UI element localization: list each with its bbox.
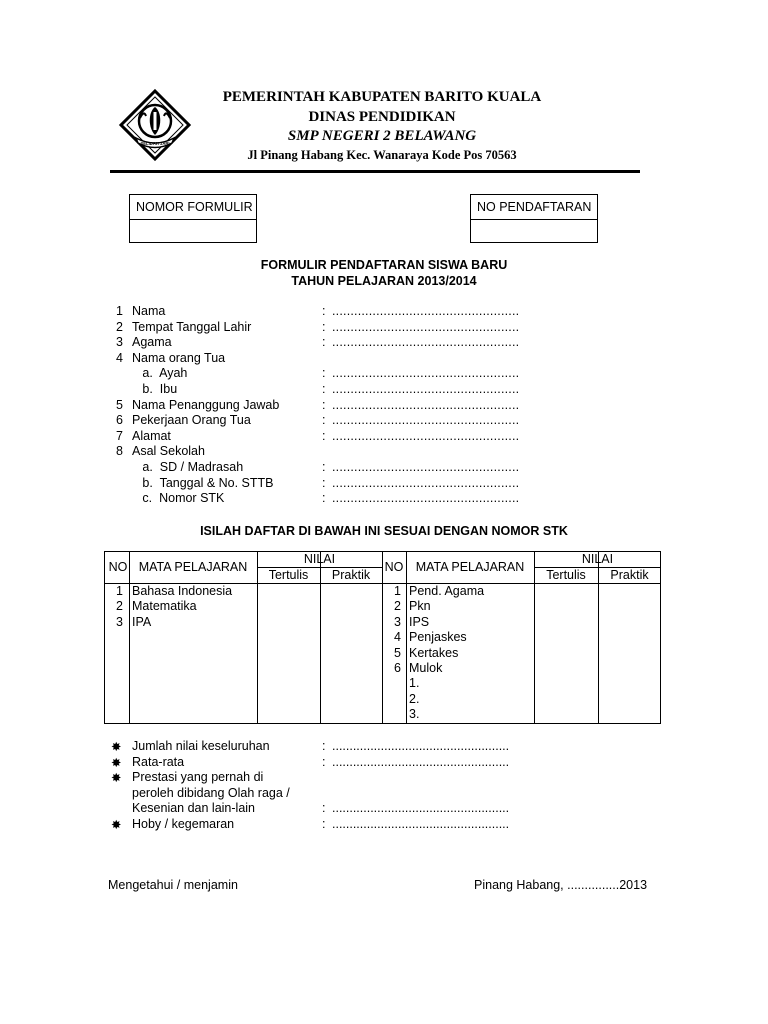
field-row <box>0 398 768 414</box>
grade-row-subject: Penjaskes <box>409 630 467 645</box>
school-emblem-icon <box>118 88 192 162</box>
grades-instruction: ISILAH DAFTAR DI BAWAH INI SESUAI DENGAN NOMOR STK <box>200 524 568 538</box>
field-label: Asal Sekolah <box>132 444 205 459</box>
grades-header-tertulis-left: Tertulis <box>268 568 309 582</box>
grades-header-subject-left: MATA PELAJARAN <box>138 560 248 574</box>
form-title: FORMULIR PENDAFTARAN SISWA BARU <box>260 258 508 272</box>
no-pendaftaran-label: NO PENDAFTARAN <box>471 195 597 220</box>
header-department: DINAS PENDIDIKAN <box>308 109 456 125</box>
field-row <box>0 460 768 476</box>
header-divider <box>110 170 640 173</box>
field-label: Tempat Tanggal Lahir <box>132 319 252 334</box>
summary-colon: : <box>322 754 326 769</box>
field-label: a. SD / Madrasah <box>132 460 244 474</box>
grades-header-praktik-right: Praktik <box>610 568 649 582</box>
field-number: 8 <box>116 444 123 459</box>
summary-entry[interactable]: ................................................... <box>332 754 510 769</box>
summary-label: Jumlah nilai keseluruhan <box>132 739 270 753</box>
field-label: Nama <box>132 304 166 318</box>
no-pendaftaran-field[interactable] <box>471 220 597 242</box>
field-colon: : <box>322 397 326 412</box>
field-row <box>0 320 768 336</box>
summary-row <box>0 770 768 786</box>
grades-header-tertulis-right: Tertulis <box>546 568 586 582</box>
grade-row-number: 6 <box>394 661 401 675</box>
field-row <box>0 476 768 492</box>
field-label: b. Ibu <box>132 382 178 396</box>
grade-row-number: 3 <box>394 614 401 629</box>
field-entry[interactable]: ................................................... <box>332 366 520 381</box>
field-colon: : <box>322 428 326 443</box>
field-row <box>0 444 768 460</box>
grades-header-nilai-left: NILAI <box>303 552 336 566</box>
summary-label: Prestasi yang pernah di <box>132 770 264 785</box>
field-entry[interactable]: ................................................... <box>332 304 520 318</box>
place-date-label: Pinang Habang, ...............2013 <box>474 878 648 892</box>
bullet-icon: ✸ <box>111 771 122 786</box>
field-label: c. Nomor STK <box>132 491 225 506</box>
grade-row-number: 4 <box>394 630 401 645</box>
grade-row-number: 5 <box>394 645 401 660</box>
field-entry[interactable]: ................................................... <box>332 335 520 350</box>
summary-row <box>0 739 768 755</box>
field-entry[interactable]: ................................................... <box>332 460 520 474</box>
summary-entry[interactable]: ................................................... <box>332 801 510 816</box>
field-entry[interactable]: ................................................... <box>332 319 520 334</box>
summary-label: Kesenian dan lain-lain <box>132 801 256 816</box>
summary-row <box>0 786 768 802</box>
summary-colon: : <box>322 817 326 831</box>
summary-entry[interactable]: ................................................... <box>332 739 510 753</box>
field-row <box>0 351 768 367</box>
summary-row <box>0 817 768 833</box>
academic-year: TAHUN PELAJARAN 2013/2014 <box>291 274 477 288</box>
grade-row-subject: 1. <box>409 676 420 691</box>
grade-row-subject: 2. <box>409 691 420 706</box>
field-entry[interactable]: ................................................... <box>332 491 520 506</box>
field-label: b. Tanggal & No. STTB <box>132 475 274 490</box>
grades-header-nilai-right: NILAI <box>581 552 614 566</box>
summary-label: Rata-rata <box>132 754 185 769</box>
nomor-formulir-box <box>129 194 257 243</box>
nomor-formulir-label: NOMOR FORMULIR <box>130 195 256 220</box>
grades-header-no-right: NO <box>384 560 404 574</box>
field-entry[interactable]: ................................................... <box>332 475 520 490</box>
field-colon: : <box>322 319 326 334</box>
grades-header-no-left: NO <box>108 560 128 574</box>
field-row <box>0 304 768 320</box>
nomor-formulir-field[interactable] <box>130 220 256 242</box>
field-label: Nama orang Tua <box>132 350 226 365</box>
grade-row-subject: Pkn <box>409 599 431 614</box>
grades-header-subject-right: MATA PELAJARAN <box>415 560 525 574</box>
field-label: Pekerjaan Orang Tua <box>132 413 251 428</box>
field-colon: : <box>322 491 326 506</box>
field-number: 6 <box>116 413 123 428</box>
grade-row-subject: Bahasa Indonesia <box>132 584 233 598</box>
field-colon: : <box>322 475 326 490</box>
grade-row-subject: Pend. Agama <box>409 584 485 598</box>
field-label: a. Ayah <box>132 366 188 381</box>
no-pendaftaran-box <box>470 194 598 243</box>
acknowledgement-label: Mengetahui / menjamin <box>108 878 238 892</box>
field-row <box>0 335 768 351</box>
field-label: Agama <box>132 335 172 350</box>
header-government: PEMERINTAH KABUPATEN BARITO KUALA <box>222 89 542 105</box>
header-address: Jl Pinang Habang Kec. Wanaraya Kode Pos 70563 <box>247 148 517 162</box>
summary-label: Hoby / kegemaran <box>132 817 235 831</box>
grade-row-number: 2 <box>116 599 123 614</box>
field-number: 7 <box>116 428 123 443</box>
summary-row <box>0 801 768 817</box>
header-school-name: SMP NEGERI 2 BELAWANG <box>287 128 477 144</box>
grades-header-praktik-left: Praktik <box>331 568 371 582</box>
field-entry[interactable]: ................................................... <box>332 397 520 412</box>
field-number: 5 <box>116 397 123 412</box>
grades-table <box>104 551 661 724</box>
field-number: 1 <box>116 304 123 318</box>
summary-label: peroleh dibidang Olah raga / <box>132 785 290 800</box>
field-row <box>0 413 768 429</box>
grade-row-subject: Matematika <box>132 599 197 614</box>
summary-entry[interactable]: ................................................... <box>332 817 510 831</box>
grade-row-subject: Kertakes <box>409 645 459 660</box>
field-label: Nama Penanggung Jawab <box>132 397 280 412</box>
summary-colon: : <box>322 739 326 753</box>
field-number: 3 <box>116 335 123 350</box>
grade-row-subject: IPA <box>132 614 152 629</box>
bullet-icon: ✸ <box>111 755 122 770</box>
field-entry[interactable]: ................................................... <box>332 382 520 396</box>
grade-row-number: 2 <box>394 599 401 614</box>
field-colon: : <box>322 335 326 350</box>
summary-colon: : <box>322 801 326 816</box>
field-number: 4 <box>116 350 123 365</box>
field-colon: : <box>322 382 326 396</box>
field-label: Alamat <box>132 428 171 443</box>
summary-row <box>0 755 768 771</box>
logo-ribbon-text: SELIDAH JARI <box>140 141 170 146</box>
field-row <box>0 429 768 445</box>
bullet-icon: ✸ <box>111 818 122 832</box>
field-entry[interactable]: ................................................... <box>332 413 520 428</box>
grade-row-number: 1 <box>394 584 401 598</box>
field-row <box>0 366 768 382</box>
field-entry[interactable]: ................................................... <box>332 428 520 443</box>
bullet-icon: ✸ <box>111 740 122 754</box>
field-colon: : <box>322 304 326 318</box>
field-row <box>0 382 768 398</box>
grade-row-subject: IPS <box>409 614 430 629</box>
field-number: 2 <box>116 319 123 334</box>
grade-row-subject: 3. <box>409 707 420 722</box>
field-row <box>0 491 768 507</box>
grade-row-number: 3 <box>116 614 123 629</box>
grade-row-subject: Mulok <box>409 661 443 675</box>
field-colon: : <box>322 413 326 428</box>
field-colon: : <box>322 460 326 474</box>
grade-row-number: 1 <box>116 584 123 598</box>
field-colon: : <box>322 366 326 381</box>
